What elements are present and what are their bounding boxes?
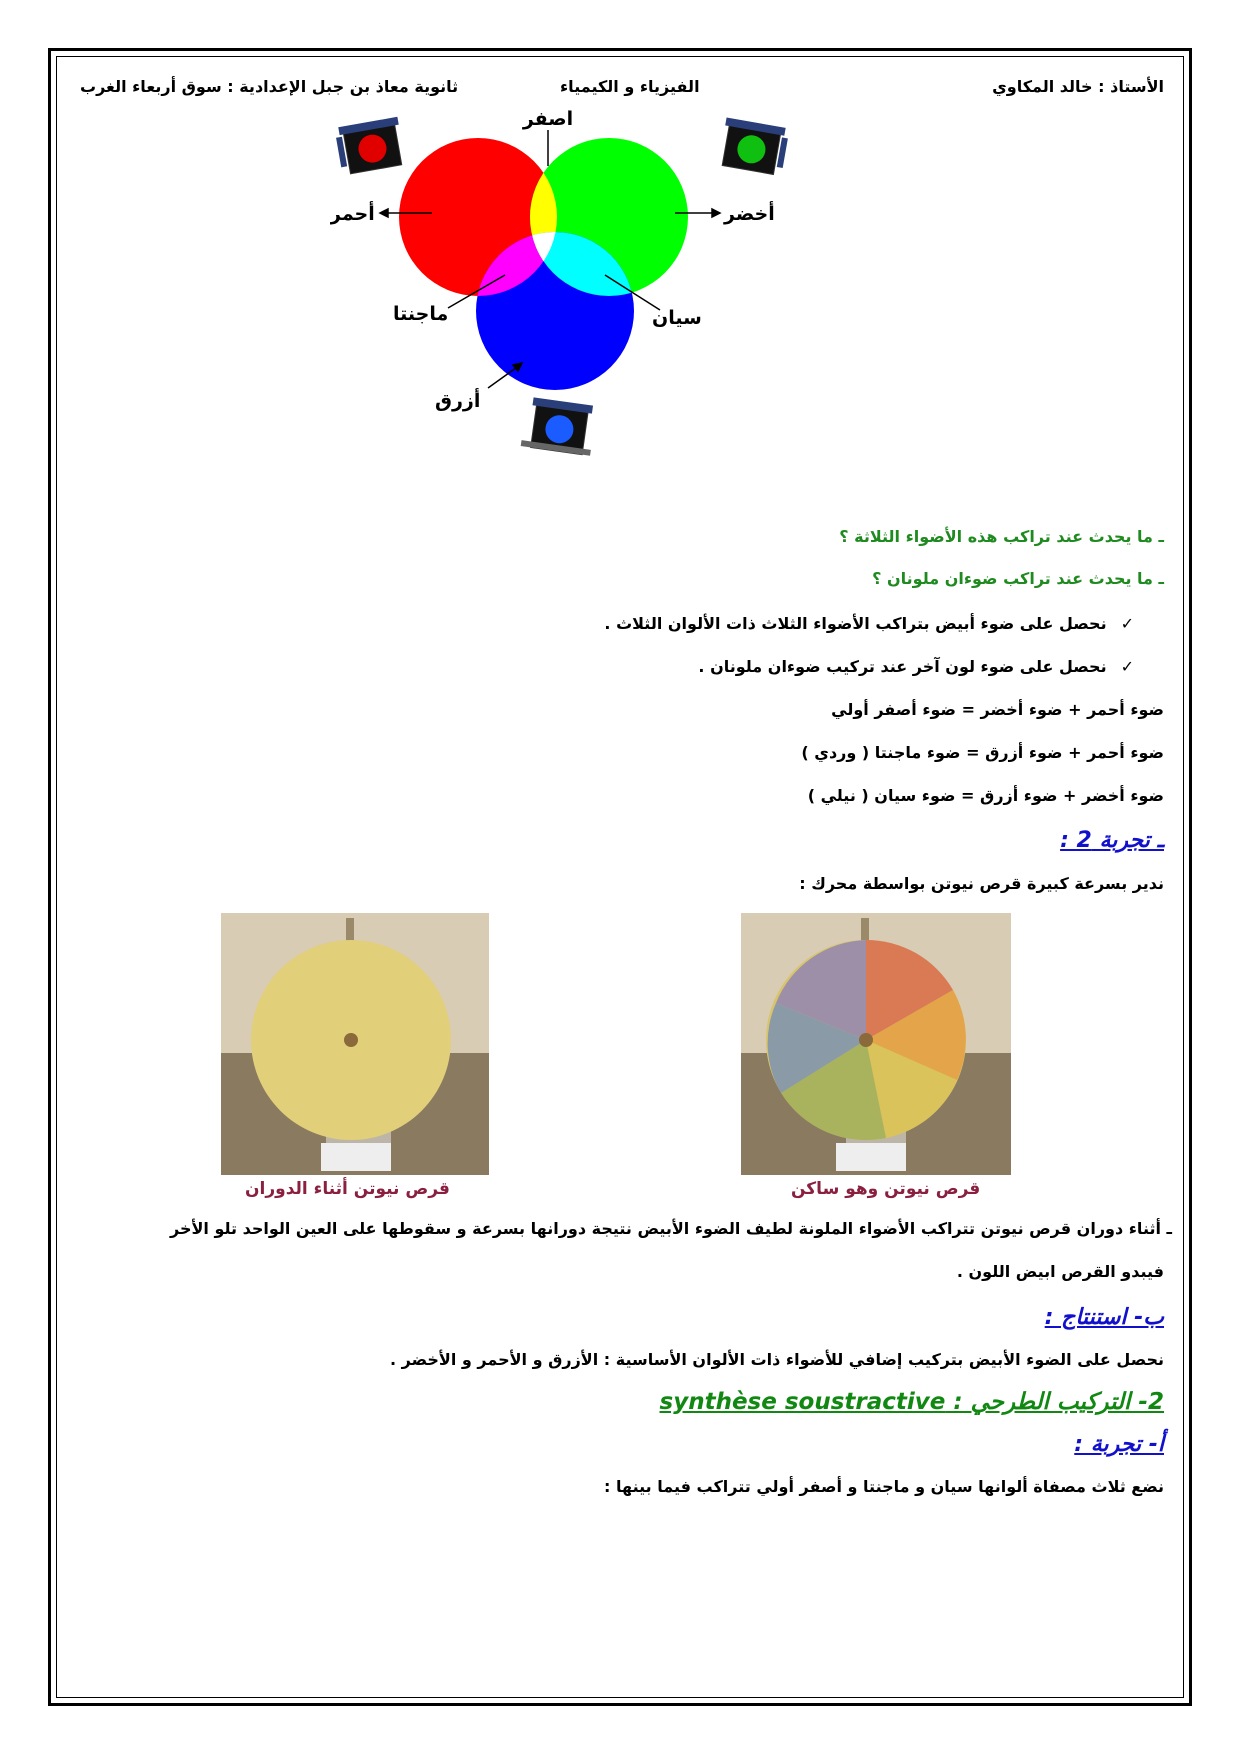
section-2-title: 2- التركيب الطرحي : synthèse soustractive — [659, 1389, 1164, 1415]
conclusion-title: ب- استنتاج : — [1044, 1305, 1164, 1330]
header-subject: الفيزياء و الكيمياء — [560, 77, 700, 96]
experiment-text: نضع ثلاث مصفاة ألوانها سيان و ماجنتا و أصفر أولي تتراكب فيما بينها : — [604, 1477, 1164, 1496]
conclusion-text: نحصل على الضوء الأبيض بتركيب إضافي للأضواء ذات الألوان الأساسية : الأزرق و الأحمر و الأخضر . — [390, 1350, 1164, 1369]
red-label: أحمر — [330, 203, 375, 225]
newton-disc-still-photo — [741, 913, 1011, 1175]
green-arrow-head — [712, 209, 720, 217]
red-arrow-head — [380, 209, 388, 217]
caption-rotating: قرص نيوتن أثناء الدوران — [245, 1179, 450, 1199]
blue-label: أزرق — [435, 390, 481, 412]
blue-spotlight-icon — [521, 397, 597, 456]
header-teacher: الأستاذ : خالد المكاوي — [992, 77, 1164, 96]
answer-1 — [604, 614, 1134, 633]
header-school: ثانوية معاذ بن جبل الإعدادية : سوق أربعاء الغرب — [80, 77, 459, 96]
check-mark-icon: ✓ — [1120, 614, 1134, 633]
green-label: أخضر — [724, 203, 775, 225]
caption-still: قرص نيوتن وهو ساكن — [791, 1179, 981, 1199]
magenta-label: ماجنتا — [393, 303, 449, 325]
red-spotlight-icon — [334, 117, 405, 175]
experiment-2-intro: ندير بسرعة كبيرة قرص نيوتن بواسطة محرك : — [799, 874, 1164, 893]
equation-1: ضوء أحمر + ضوء أخضر = ضوء أصفر أولي — [831, 700, 1164, 719]
question-1: ـ ما يحدث عند تراكب هذه الأضواء الثلاثة ؟ — [839, 527, 1164, 546]
additive-color-diagram — [330, 110, 890, 520]
check-mark-icon: ✓ — [1120, 657, 1134, 676]
explanation-line-1: ـ أثناء دوران قرص نيوتن تتراكب الأضواء الملونة لطيف الضوء الأبيض نتيجة دورانها بسرعة و سقوطها على العين الواحد تلو الأخر — [169, 1219, 1172, 1238]
question-2: ـ ما يحدث عند تراكب ضوءان ملونان ؟ — [872, 569, 1164, 588]
answer-2-text: نحصل على ضوء لون آخر عند تركيب ضوءان ملونان . — [698, 657, 1107, 676]
equation-2: ضوء أحمر + ضوء أزرق = ضوء ماجنتا ( وردي ) — [801, 743, 1164, 762]
experiment-title: أ- تجربة : — [1074, 1432, 1164, 1457]
experiment-2-title: ـ تجربة 2 : — [1060, 828, 1164, 853]
green-spotlight-icon — [718, 118, 789, 176]
equation-3: ضوء أخضر + ضوء أزرق = ضوء سيان ( نيلي ) — [807, 786, 1164, 805]
newton-disc-rotating-photo — [221, 913, 489, 1175]
cyan-label: سيان — [652, 307, 702, 329]
answer-1-text: نحصل على ضوء أبيض بتراكب الأضواء الثلاث ذات الألوان الثلاث . — [604, 614, 1107, 633]
yellow-label: أصفر — [522, 110, 574, 130]
answer-2 — [698, 657, 1134, 676]
color-venn-diagram — [330, 110, 890, 520]
explanation-line-2: فيبدو القرص ابيض اللون . — [956, 1262, 1164, 1281]
